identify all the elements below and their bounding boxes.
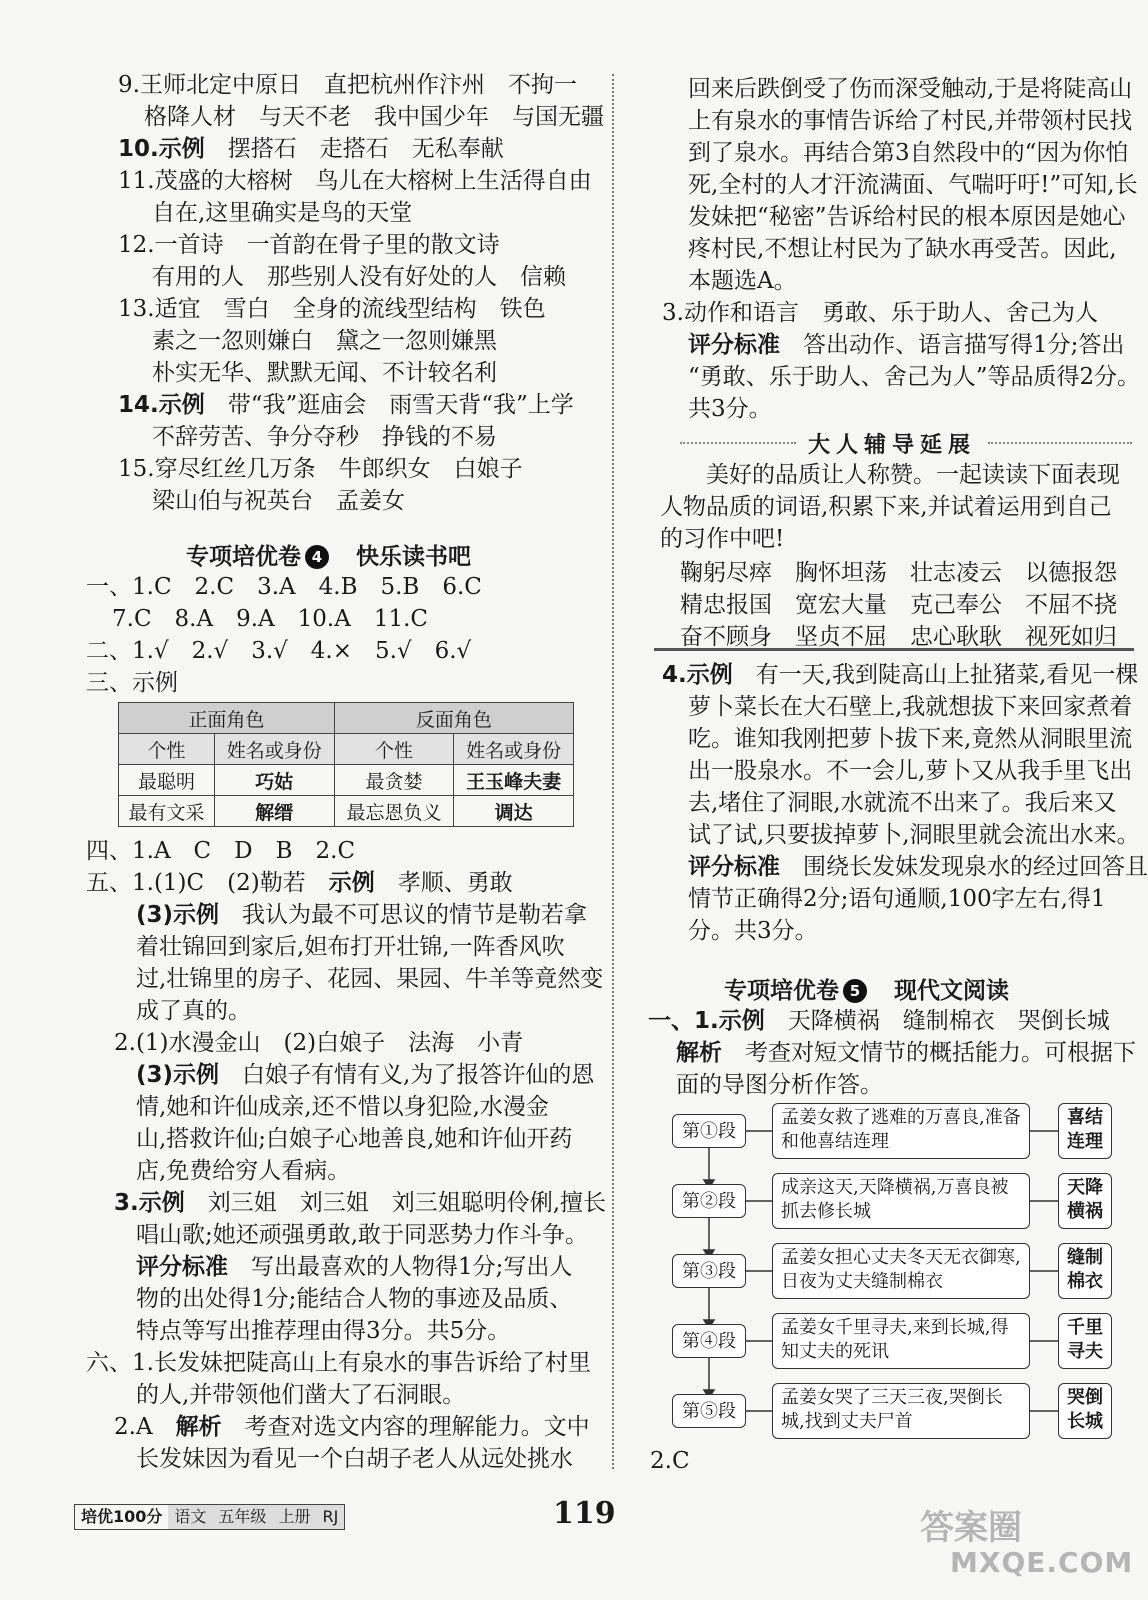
example-label: 一、1.示例 <box>648 1008 765 1034</box>
answer-line: 过,壮锦里的房子、花园、果园、牛羊等竟然变 <box>136 966 604 992</box>
answer-line: 有用的人 那些别人没有好处的人 信赖 <box>152 264 566 290</box>
example-label: (3)示例 <box>136 1062 220 1088</box>
page-number: 119 <box>553 1496 616 1531</box>
example-label: 4.示例 <box>662 662 733 688</box>
answer-text: 写出最喜欢的人物得1分;写出人 <box>251 1254 573 1280</box>
example-label: 3.示例 <box>114 1190 185 1216</box>
watermark-url: MXQE.COM <box>950 1546 1134 1579</box>
guide-text: 人物品质的词语,积累下来,并试着运用到自己 <box>660 494 1112 520</box>
flow-summary-node: 成亲这天,天降横祸,万喜良被抓去修长城 <box>772 1173 1030 1229</box>
example-label: 14.示例 <box>118 392 205 418</box>
word-row: 鞠躬尽瘁 胸怀坦荡 壮志凌云 以德报怨 <box>680 560 1117 586</box>
table-cell: 巧姑 <box>214 765 334 796</box>
table-header-cell: 姓名或身份 <box>214 734 334 765</box>
answer-line: 格降人材 与天不老 我中国少年 与国无疆 <box>144 104 604 130</box>
answer-line: 吃。谁知我刚把萝卜拔下来,竟然从洞眼里流 <box>688 726 1133 752</box>
answer-line: 本题选A。 <box>688 268 797 294</box>
scoring-label: 评分标准 <box>688 854 780 880</box>
flow-keyword-node: 缝制棉衣 <box>1058 1243 1112 1299</box>
answer-line: 出一股泉水。不一会儿,萝卜又从我手里飞出 <box>688 758 1133 784</box>
table-cell: 最贪婪 <box>334 765 454 796</box>
example-label: 10.示例 <box>118 136 205 162</box>
flow-paragraph-node: 第⑤段 <box>672 1394 746 1428</box>
answer-line: 朴实无华、默默无闻、不计较名利 <box>152 360 497 386</box>
answer-line: 到了泉水。再结合第3自然段中的“因为你怕 <box>688 140 1129 166</box>
answer-line: 试了试,只要拔掉萝卜,洞眼里就会流出水来。 <box>688 822 1140 848</box>
table-header-cell: 个性 <box>119 734 215 765</box>
answer-line: 自在,这里确实是鸟的天堂 <box>152 200 413 226</box>
book-info-strip <box>74 1504 345 1530</box>
answer-line: 六、1.长发妹把陡高山上有泉水的事告诉给了村里 <box>86 1350 591 1376</box>
answer-line: 2.C <box>650 1448 690 1474</box>
answer-line: 共3分。 <box>688 396 772 422</box>
answer-line: 疼村民,不想让村民为了缺水再受苦。因此, <box>688 236 1117 262</box>
answer-line: “勇敢、乐于助人、舍己为人”等品质得2分。 <box>688 364 1141 390</box>
answer-line: 分。共3分。 <box>688 918 818 944</box>
term-label: 上册 <box>272 1505 316 1529</box>
section-title-prefix: 专项培优卷 <box>186 544 301 570</box>
answer-line: 不辞劳苦、争分夺秒 挣钱的不易 <box>152 424 497 450</box>
parent-guide-title: 大人辅导延展 <box>808 433 977 458</box>
answer-text: 考查对选文内容的理解能力。文中 <box>244 1414 590 1440</box>
analysis-label: 解析 <box>676 1040 722 1066</box>
answer-line: 唱山歌;她还顽强勇敢,敢于同恶势力作斗争。 <box>136 1222 589 1248</box>
answer-text: 刘三姐 刘三姐 刘三姐聪明伶俐,擅长 <box>207 1190 607 1216</box>
answer-line: 成了真的。 <box>136 998 251 1024</box>
section-title-prefix: 专项培优卷 <box>724 978 839 1004</box>
answer-line: 发妹把“秘密”告诉给村民的根本原因是她心 <box>688 204 1126 230</box>
answer-text: 围绕长发妹发现泉水的经过回答且 <box>803 854 1148 880</box>
brand-label: 培优100分 <box>81 1507 163 1526</box>
subject-label: 语文 <box>168 1505 212 1529</box>
table-header-cell: 姓名或身份 <box>454 734 574 765</box>
answer-line: 7.C 8.A 9.A 10.A 11.C <box>112 606 429 632</box>
answer-line: 面的导图分析作答。 <box>676 1072 883 1098</box>
table-cell: 解缙 <box>214 796 334 827</box>
section-number-badge: 5 <box>843 979 867 1003</box>
answer-text: 孝顺、勇敢 <box>397 870 513 896</box>
answer-line: 萝卜菜长在大石壁上,我就想拔下来回家煮着 <box>688 694 1133 720</box>
answer-line: 9.王师北定中原日 直把杭州作汴州 不拘一 <box>118 72 577 98</box>
table-header-cell: 正面角色 <box>119 703 335 734</box>
answer-line: 3.动作和语言 勇敢、乐于助人、舍己为人 <box>662 300 1098 326</box>
answer-line: 2.(1)水漫金山 (2)白娘子 法海 小青 <box>114 1030 524 1056</box>
answer-text: 有一天,我到陡高山上扯猪菜,看见一棵 <box>755 662 1139 688</box>
table-cell: 调达 <box>454 796 574 827</box>
answer-line: 山,搭救许仙;白娘子心地善良,她和许仙开药 <box>136 1126 573 1152</box>
flow-paragraph-node: 第①段 <box>672 1114 746 1148</box>
flow-paragraph-node: 第③段 <box>672 1254 746 1288</box>
answer-line: 二、1.√ 2.√ 3.√ 4.× 5.√ 6.√ <box>86 638 472 664</box>
flow-summary-node: 孟姜女救了逃难的万喜良,准备和他喜结连理 <box>772 1103 1030 1159</box>
answer-line: 三、示例 <box>86 670 178 696</box>
table-header-cell: 反面角色 <box>334 703 573 734</box>
flow-keyword-node: 哭倒长城 <box>1058 1383 1112 1439</box>
answer-text: 摆搭石 走搭石 无私奉献 <box>227 136 504 162</box>
answer-line: 去,堵住了洞眼,水就流不出来了。我后来又 <box>688 790 1117 816</box>
answer-line: 死,全村的人才汗流满面、气喘吁吁!”可知,长 <box>688 172 1138 198</box>
answer-text: 考查对短文情节的概括能力。可根据下 <box>745 1040 1136 1066</box>
guide-text: 的习作中吧! <box>660 526 785 552</box>
answer-line: 13.适宜 雪白 全身的流线型结构 铁色 <box>118 296 546 322</box>
answer-line: 情节正确得2分;语句通顺,100字左右,得1 <box>688 886 1106 912</box>
section-title-text: 快乐读书吧 <box>356 544 471 570</box>
guide-text: 美好的品质让人称赞。一起读读下面表现 <box>706 462 1120 488</box>
flow-summary-node: 孟姜女千里寻夫,来到长城,得知丈夫的死讯 <box>772 1313 1030 1369</box>
answer-line: 情,她和许仙成亲,还不惜以身犯险,水漫金 <box>136 1094 549 1120</box>
answer-line: 一、1.C 2.C 3.A 4.B 5.B 6.C <box>86 574 482 600</box>
answer-line: 梁山伯与祝英台 孟姜女 <box>152 488 405 514</box>
answer-line: 11.茂盛的大榕树 鸟儿在大榕树上生活得自由 <box>118 168 592 194</box>
flow-paragraph-node: 第②段 <box>672 1184 746 1218</box>
answer-line: 15.穿尽红丝几万条 牛郎织女 白娘子 <box>118 456 523 482</box>
flow-keyword-node: 喜结连理 <box>1058 1103 1112 1159</box>
answer-text: 我认为最不可思议的情节是勒若拿 <box>242 902 588 928</box>
table-cell: 王玉峰夫妻 <box>454 765 574 796</box>
edition-label: RJ <box>316 1505 344 1529</box>
table-cell: 最忘恩负义 <box>334 796 454 827</box>
answer-line: 四、1.A C D B 2.C <box>86 838 356 864</box>
answer-line: 素之一忽则嫌白 黛之一忽则嫌黑 <box>152 328 497 354</box>
answer-line: 回来后跌倒受了伤而深受触动,于是将陡高山 <box>688 76 1133 102</box>
table-cell: 最有文采 <box>119 796 215 827</box>
answer-text: 2.A <box>114 1414 153 1440</box>
table-header-cell: 个性 <box>334 734 454 765</box>
word-row: 精忠报国 宽宏大量 克己奉公 不屈不挠 <box>680 592 1117 618</box>
example-label: (3)示例 <box>136 902 220 928</box>
example-label: 示例 <box>328 870 375 896</box>
answer-line: 的人,并带领他们凿大了石洞眼。 <box>136 1382 466 1408</box>
answer-text: 天降横祸 缝制棉衣 哭倒长城 <box>787 1008 1110 1034</box>
flow-paragraph-node: 第④段 <box>672 1324 746 1358</box>
answer-line: 着壮锦回到家后,妲布打开壮锦,一阵香风吹 <box>136 934 565 960</box>
section-number-badge: 4 <box>305 545 329 569</box>
answer-text: 带“我”逛庙会 雨雪天背“我”上学 <box>227 392 574 418</box>
answer-text: 五、1.(1)C (2)勒若 <box>86 870 306 896</box>
scoring-label: 评分标准 <box>688 332 780 358</box>
answer-line: 12.一首诗 一首韵在骨子里的散文诗 <box>118 232 500 258</box>
answer-text: 答出动作、语言描写得1分;答出 <box>803 332 1125 358</box>
word-row: 奋不顾身 坚贞不屈 忠心耿耿 视死如归 <box>680 624 1117 650</box>
answer-line: 店,免费给穷人看病。 <box>136 1158 351 1184</box>
grade-label: 五年级 <box>212 1505 272 1529</box>
scoring-label: 评分标准 <box>136 1254 228 1280</box>
answer-line: 长发妹因为看见一个白胡子老人从远处挑水 <box>136 1446 573 1472</box>
flow-keyword-node: 天降横祸 <box>1058 1173 1112 1229</box>
flow-keyword-node: 千里寻夫 <box>1058 1313 1112 1369</box>
flow-summary-node: 孟姜女哭了三天三夜,哭倒长城,找到丈夫尸首 <box>772 1383 1030 1439</box>
table-cell: 最聪明 <box>119 765 215 796</box>
watermark-logo: 答案圈 <box>920 1508 1022 1548</box>
answer-text: 白娘子有情有义,为了报答许仙的恩 <box>242 1062 595 1088</box>
answer-line: 物的出处得1分;能结合人物的事迹及品质、 <box>136 1286 573 1312</box>
section-title-text: 现代文阅读 <box>894 978 1009 1004</box>
flow-summary-node: 孟姜女担心丈夫冬天无衣御寒,日夜为丈夫缝制棉衣 <box>772 1243 1030 1299</box>
answer-line: 特点等写出推荐理由得3分。共5分。 <box>136 1318 511 1344</box>
analysis-label: 解析 <box>175 1414 222 1440</box>
answer-line: 上有泉水的事情告诉给了村民,并带领村民找 <box>688 108 1133 134</box>
